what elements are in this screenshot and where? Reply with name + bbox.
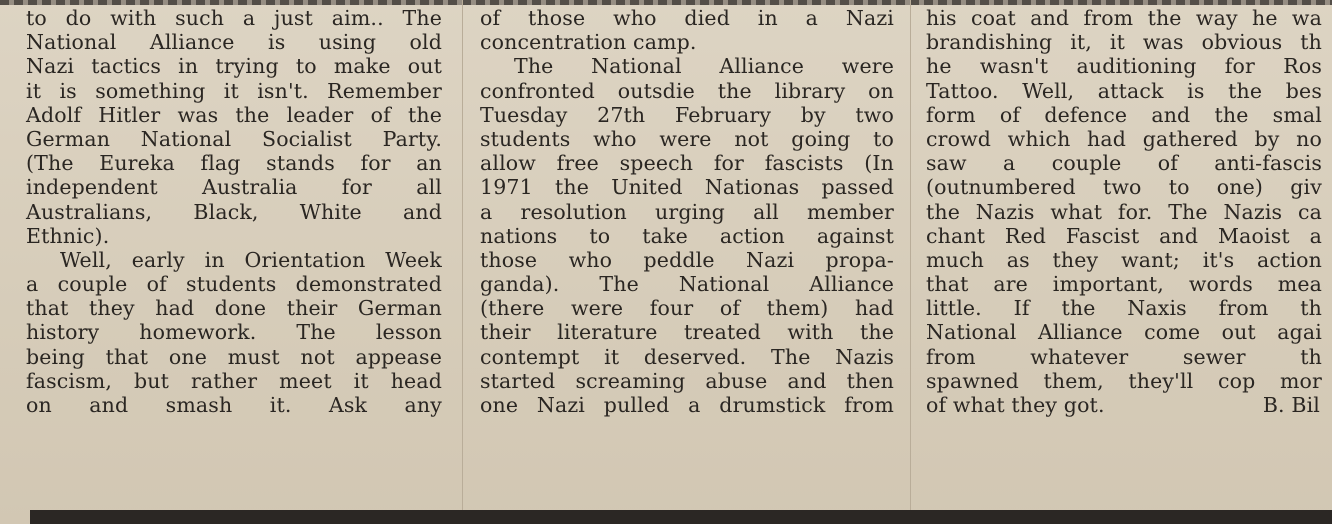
text-line: (there were four of them) had — [480, 296, 894, 321]
bottom-rule — [30, 510, 1332, 524]
text-line: a couple of students demonstrated — [26, 272, 442, 297]
text-line: being that one must not appease — [26, 344, 442, 369]
paragraph-start: Well, early in Orientation Week — [60, 247, 442, 272]
text-line: that they had done their German — [26, 296, 442, 321]
text-line: confronted outsdie the library on — [480, 78, 894, 103]
text-line: that are important, words mea — [926, 272, 1322, 297]
article-column-1 — [26, 6, 442, 417]
text-line: Adolf Hitler was the leader of the — [26, 102, 442, 127]
text-line: form of defence and the smal — [926, 102, 1322, 127]
text-line: students who were not going to — [480, 126, 894, 151]
text-line: to do with such a just aim.. The — [26, 6, 442, 30]
text-line: (outnumbered two to one) giv — [926, 175, 1322, 200]
text-line: National Alliance is using old — [26, 30, 442, 55]
text-line: Tattoo. Well, attack is the bes — [926, 78, 1322, 103]
text-line: concentration camp. — [480, 30, 697, 55]
text-line: from whatever sewer th — [926, 344, 1322, 369]
text-line: allow free speech for fascists (In — [480, 151, 894, 176]
text-line: Nazi tactics in trying to make out — [26, 54, 442, 79]
text-line: started screaming abuse and then — [480, 368, 894, 393]
column-divider — [910, 0, 911, 510]
text-line: ganda). The National Alliance — [480, 272, 894, 297]
text-line: he wasn't auditioning for Ros — [926, 54, 1322, 79]
text-line: Tuesday 27th February by two — [480, 102, 894, 127]
text-line: National Alliance come out agai — [926, 320, 1322, 345]
text-line: spawned them, they'll cop mor — [926, 368, 1322, 393]
closing-line — [926, 393, 1322, 417]
column-3-crop — [920, 0, 1326, 510]
text-line: their literature treated with the — [480, 320, 894, 345]
paragraph-start: The National Alliance were — [514, 54, 894, 79]
text-line: a resolution urging all member — [480, 199, 894, 224]
text-line: chant Red Fascist and Maoist a — [926, 223, 1322, 248]
text-line: contempt it deserved. The Nazis — [480, 344, 894, 369]
text-line: (The Eureka flag stands for an — [26, 151, 442, 176]
text-line: 1971 the United Nationas passed — [480, 175, 894, 200]
text-line: saw a couple of anti-fascis — [926, 151, 1322, 176]
text-line: German National Socialist Party. — [26, 126, 442, 151]
article-column-3 — [926, 6, 1322, 417]
text-line: one Nazi pulled a drumstick from — [480, 393, 894, 417]
column-divider — [462, 0, 463, 510]
text-line: the Nazis what for. The Nazis ca — [926, 199, 1322, 224]
text-line: independent Australia for all — [26, 175, 442, 200]
author-signature: B. Bil — [1262, 393, 1320, 417]
text-line: Ethnic). — [26, 223, 110, 248]
text-line: little. If the Naxis from th — [926, 296, 1322, 321]
text-line: it is something it isn't. Remember — [26, 78, 442, 103]
text-line: Australians, Black, White and — [26, 199, 442, 224]
text-line: those who peddle Nazi propa- — [480, 247, 894, 272]
text-line: crowd which had gathered by no — [926, 126, 1322, 151]
text-line: his coat and from the way he wa — [926, 6, 1322, 30]
text-line: of those who died in a Nazi — [480, 6, 894, 30]
text-line: fascism, but rather meet it head — [26, 368, 442, 393]
text-line: much as they want; it's action — [926, 247, 1322, 272]
text-line: history homework. The lesson — [26, 320, 442, 345]
article-column-2 — [480, 6, 894, 417]
text-line: brandishing it, it was obvious th — [926, 30, 1322, 55]
text-line: nations to take action against — [480, 223, 894, 248]
text-line: on and smash it. Ask any — [26, 393, 442, 417]
text-line: of what they got. — [926, 393, 1105, 417]
